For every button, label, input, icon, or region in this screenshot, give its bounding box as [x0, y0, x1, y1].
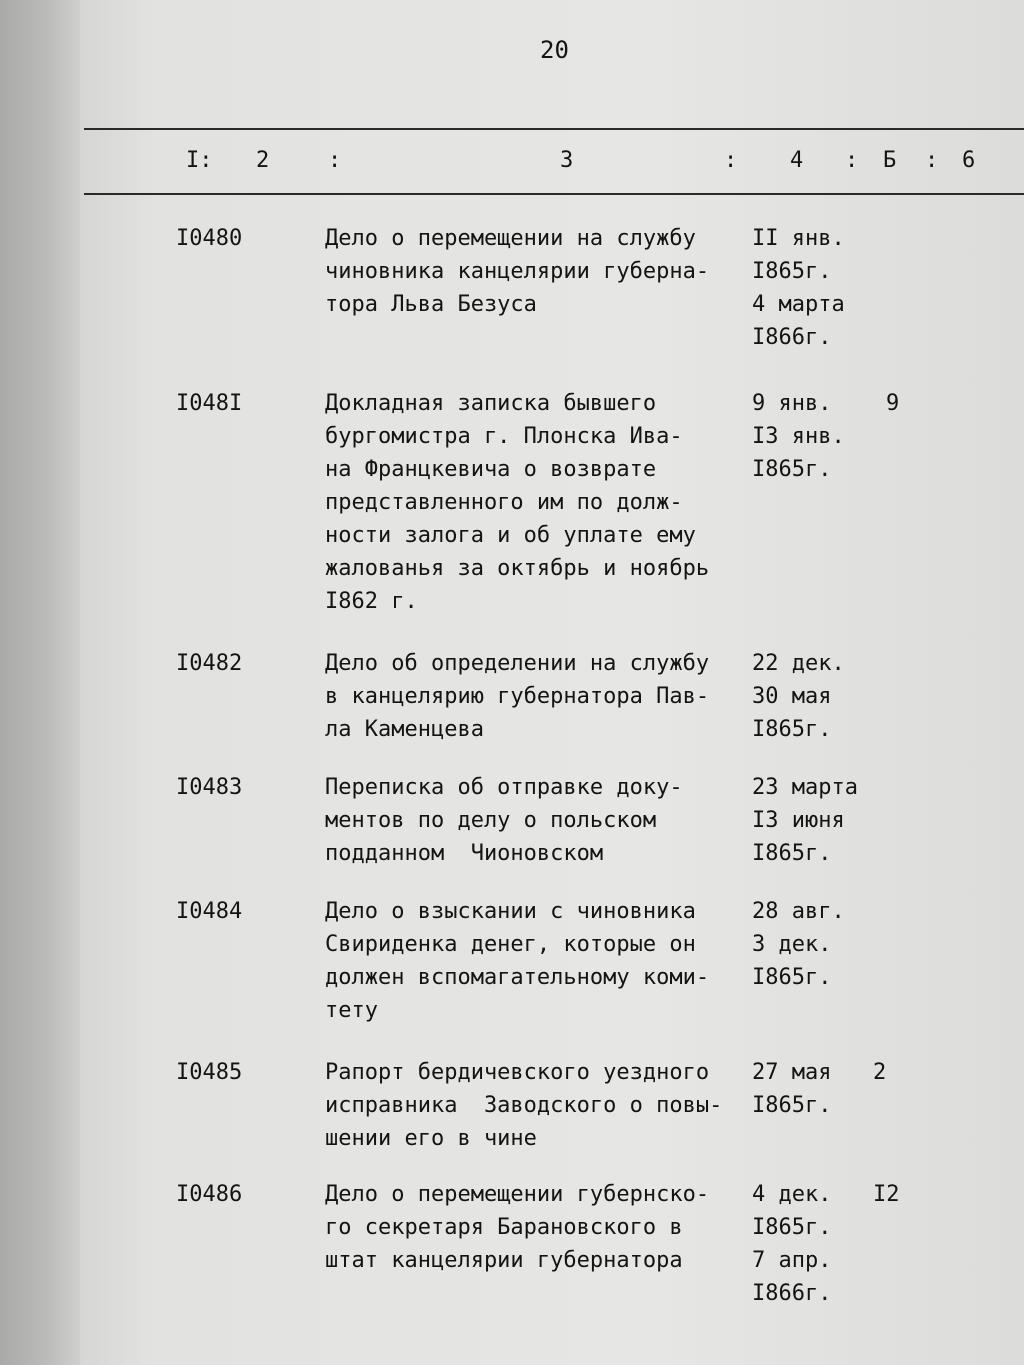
title-line: чиновника канцелярии губерна-: [325, 259, 710, 284]
entry-sheet-count: 2: [873, 1060, 887, 1085]
date-line: I865г.: [752, 717, 832, 742]
title-line: жалованья за октябрь и ноябрь: [325, 556, 710, 581]
column-separator-4: :: [925, 148, 939, 173]
page-number: 20: [540, 36, 569, 64]
date-line: 30 мая: [752, 684, 832, 709]
date-line: 7 апр.: [752, 1248, 832, 1273]
date-line: I865г.: [752, 259, 832, 284]
entry-title: [325, 1178, 745, 1277]
date-line: 22 дек.: [752, 651, 845, 676]
column-header-4: 4: [790, 148, 804, 173]
entry-dates: [752, 895, 872, 994]
title-line: бургомистра г. Плонска Ива-: [325, 424, 683, 449]
title-line: представленного им по долж-: [325, 490, 683, 515]
entry-number: I0485: [176, 1060, 243, 1085]
column-header-1: I:: [186, 148, 213, 173]
title-line: I862 г.: [325, 589, 418, 614]
title-line: Докладная записка бывшего: [325, 391, 657, 416]
title-line: Рапорт бердичевского уездного: [325, 1060, 710, 1085]
title-line: должен вспомагательному коми-: [325, 965, 710, 990]
column-separator-1: :: [328, 148, 342, 173]
column-header-3: 3: [560, 148, 574, 173]
date-line: I866г.: [752, 325, 832, 350]
date-line: II янв.: [752, 226, 845, 251]
title-line: в канцелярию губернатора Пав-: [325, 684, 710, 709]
title-line: исправника Заводского о повы-: [325, 1093, 723, 1118]
entry-number: I0482: [176, 651, 243, 676]
title-line: Свириденка денег, которые он: [325, 932, 696, 957]
facing-page-edge: [0, 0, 80, 1365]
title-line: тора Льва Безуса: [325, 292, 537, 317]
entry-title: [325, 895, 745, 1027]
date-line: 3 дек.: [752, 932, 832, 957]
title-line: на Францкевича о возврате: [325, 457, 657, 482]
entry-sheet-count: I2: [873, 1182, 900, 1207]
column-header-5: Б: [883, 148, 897, 173]
entry-dates: [752, 387, 872, 486]
title-line: го секретаря Барановского в: [325, 1215, 683, 1240]
entry-sheet-count: 9: [886, 391, 900, 416]
entry-dates: [752, 222, 872, 354]
title-line: Дело о перемещении на службу: [325, 226, 696, 251]
date-line: I865г.: [752, 841, 832, 866]
entry-number: I048I: [176, 391, 243, 416]
title-line: штат канцелярии губернатора: [325, 1248, 683, 1273]
header-rule-bottom: [84, 193, 1024, 195]
date-line: 28 авг.: [752, 899, 845, 924]
column-separator-2: :: [724, 148, 738, 173]
entry-title: [325, 647, 745, 746]
date-line: 4 дек.: [752, 1182, 832, 1207]
header-rule-top: [84, 128, 1024, 130]
title-line: тету: [325, 998, 378, 1023]
date-line: 9 янв.: [752, 391, 832, 416]
entry-dates: [752, 1056, 872, 1122]
date-line: I865г.: [752, 965, 832, 990]
title-line: Дело о взыскании с чиновника: [325, 899, 696, 924]
entry-number: I0480: [176, 226, 243, 251]
title-line: ментов по делу о польском: [325, 808, 657, 833]
date-line: 4 марта: [752, 292, 845, 317]
entry-title: [325, 387, 745, 618]
entry-title: [325, 222, 745, 321]
column-separator-3: :: [845, 148, 859, 173]
title-line: ности залога и об уплате ему: [325, 523, 696, 548]
title-line: Дело об определении на службу: [325, 651, 710, 676]
title-line: Переписка об отправке доку-: [325, 775, 683, 800]
date-line: I3 июня: [752, 808, 845, 833]
date-line: I865г.: [752, 1093, 832, 1118]
title-line: Дело о перемещении губернско-: [325, 1182, 710, 1207]
entry-dates: [752, 771, 872, 870]
date-line: 23 марта: [752, 775, 858, 800]
title-line: ла Каменцева: [325, 717, 484, 742]
entry-number: I0486: [176, 1182, 243, 1207]
date-line: I866г.: [752, 1281, 832, 1306]
entry-title: [325, 1056, 745, 1155]
column-header-2: 2: [256, 148, 270, 173]
title-line: подданном Чионовском: [325, 841, 604, 866]
entry-number: I0483: [176, 775, 243, 800]
date-line: I865г.: [752, 457, 832, 482]
entry-title: [325, 771, 745, 870]
column-header-6: 6: [962, 148, 976, 173]
entry-dates: [752, 1178, 872, 1310]
entry-dates: [752, 647, 872, 746]
entry-number: I0484: [176, 899, 243, 924]
date-line: I865г.: [752, 1215, 832, 1240]
title-line: шении его в чине: [325, 1126, 537, 1151]
date-line: I3 янв.: [752, 424, 845, 449]
date-line: 27 мая: [752, 1060, 832, 1085]
